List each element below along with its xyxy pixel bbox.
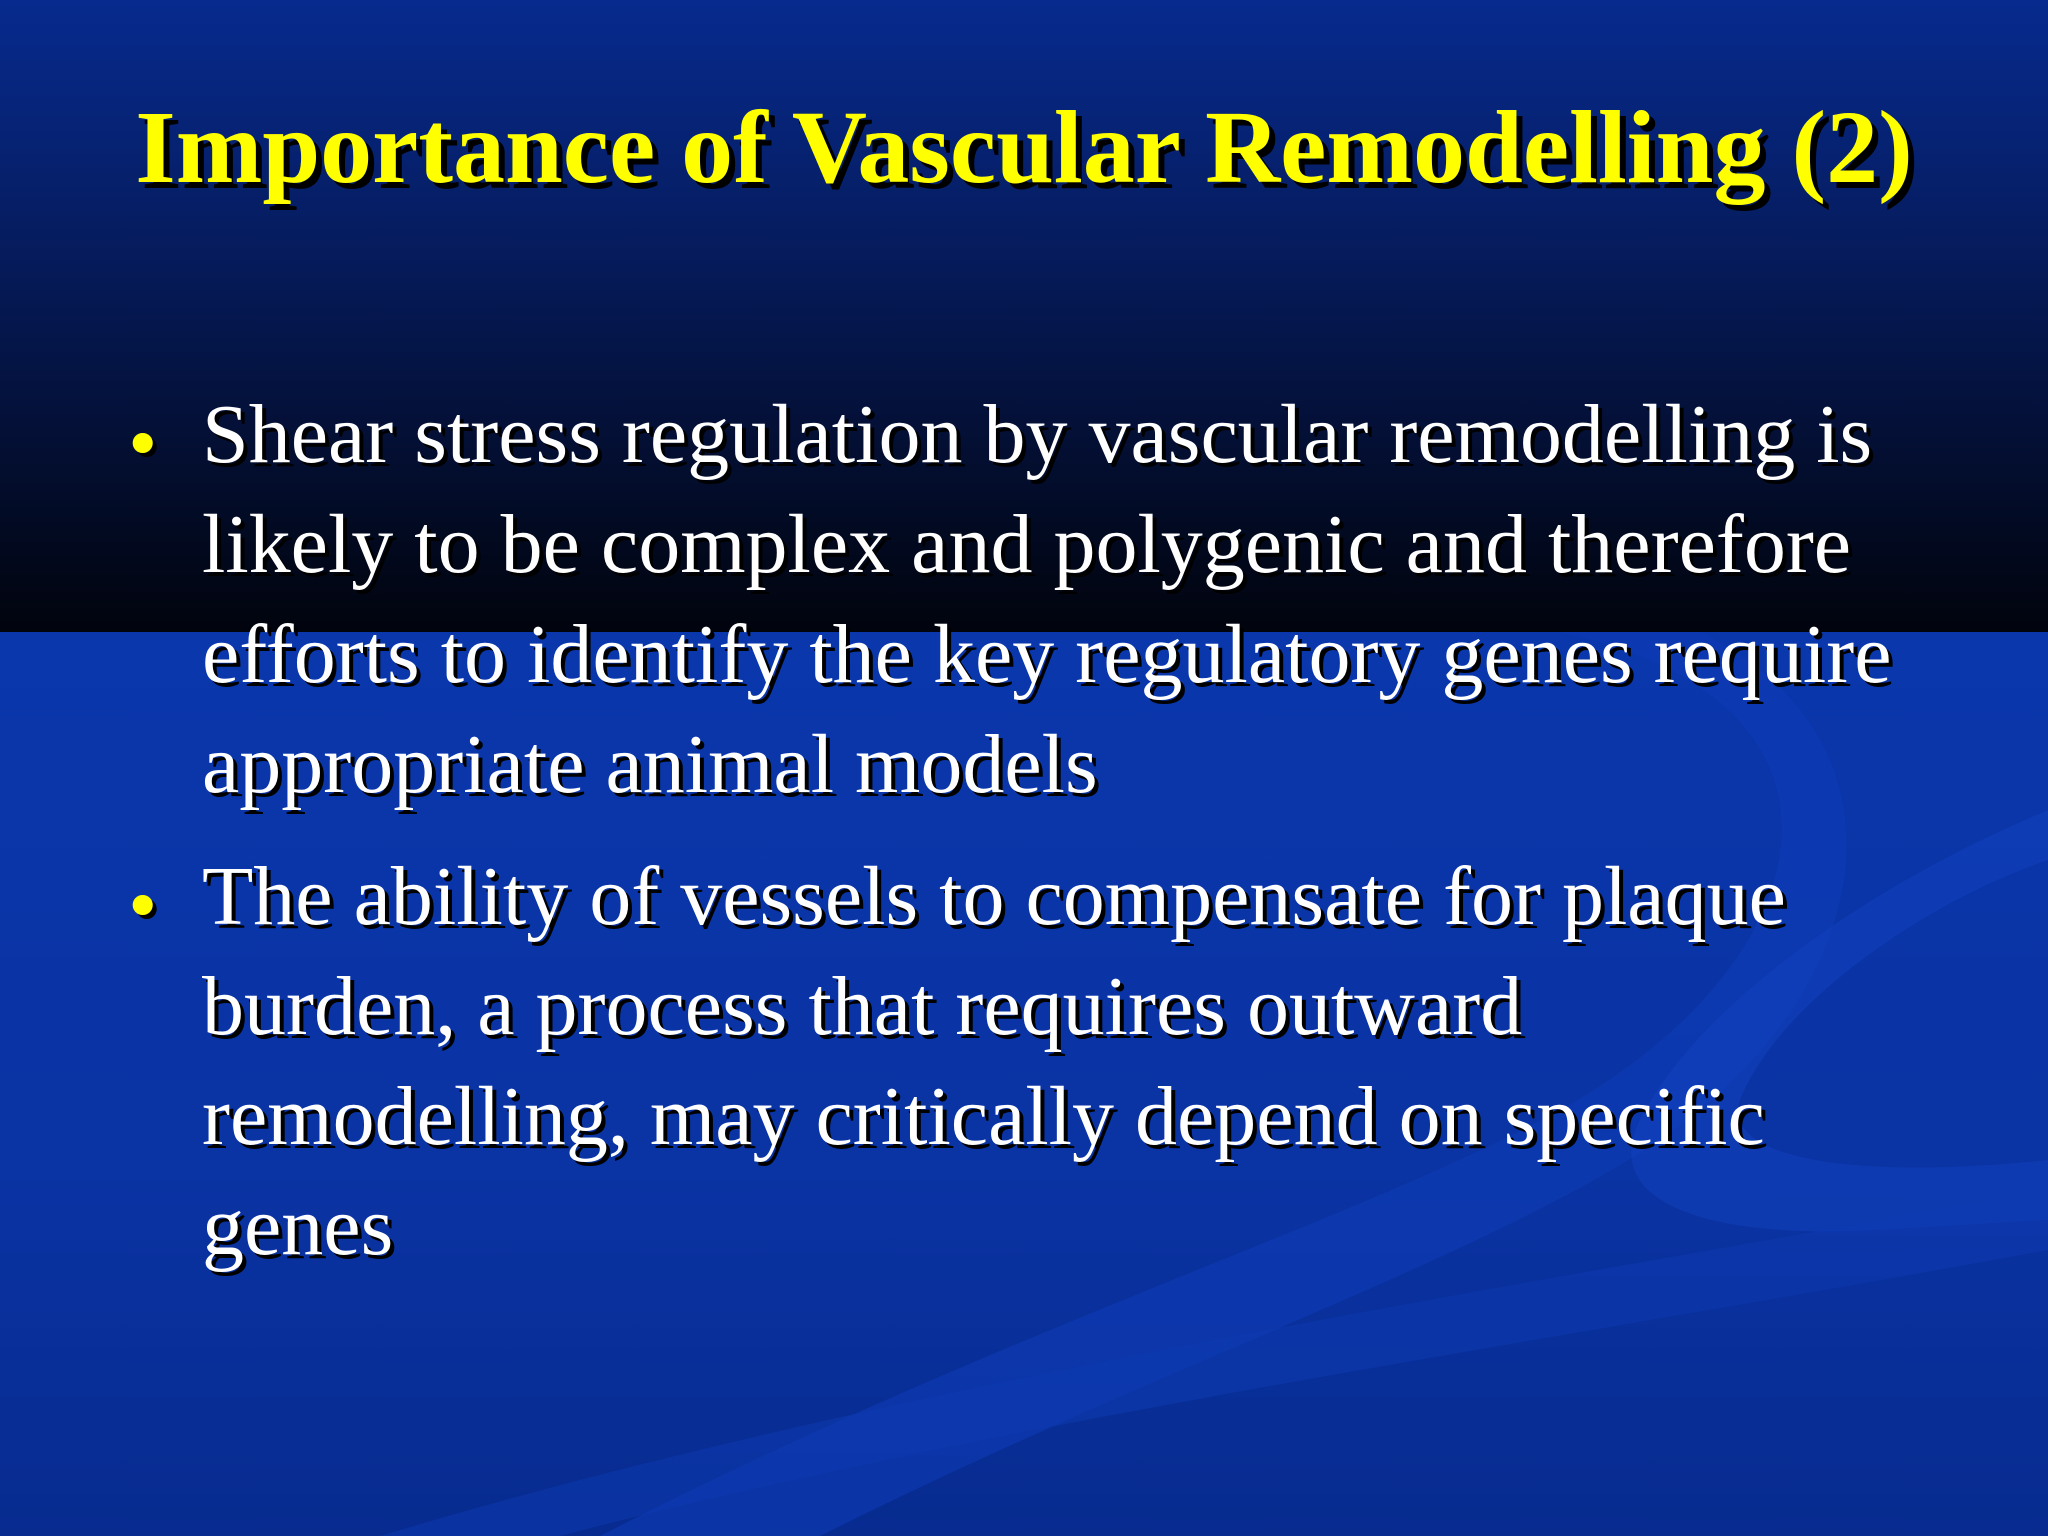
bullet-dot-icon: • bbox=[128, 397, 158, 490]
bullet-list bbox=[120, 380, 1940, 1304]
bullet-text: Shear stress regulation by vascular remodelling is likely to be complex and polygenic and therefore efforts to identify the key regulatory genes require appropriate animal models bbox=[202, 388, 1892, 811]
bullet-text: The ability of vessels to compensate for plaque burden, a process that requires outward remodelling, may critically depend on specific genes bbox=[202, 850, 1786, 1273]
bullet-item bbox=[120, 842, 1940, 1282]
bullet-item bbox=[120, 380, 1940, 820]
bullet-dot-icon: • bbox=[128, 859, 158, 952]
slide-title: Importance of Vascular Remodelling (2) bbox=[135, 90, 1913, 205]
